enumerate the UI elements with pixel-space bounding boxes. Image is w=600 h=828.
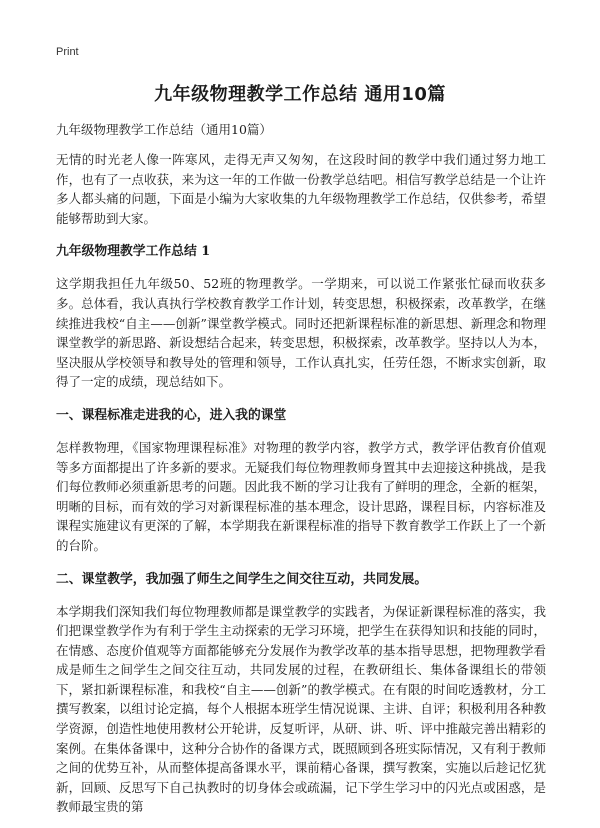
intro-paragraph: 无情的时光老人像一阵寒风，走得无声又匆匆，在这段时间的教学中我们通过努力地工作，也有了一点收获，来为这一年的工作做一份教学总结吧。相信写教学总结是一个让许多人都头痛的问题，下面是小编为大家收集的九年级物理教学工作总结，仅供参考，希望能够帮助到大家。 bbox=[56, 152, 546, 226]
document-subtitle: 九年级物理教学工作总结（通用10篇） bbox=[56, 122, 272, 137]
part-1-paragraph: 怎样教物理，《国家物理课程标准》对物理的教学内容，教学方式，教学评估教育价值观等多方面都提出了许多新的要求。无疑我们每位物理教师身置其中去迎接这种挑战，是我们每位教师必须重新思考的问题。因此我不断的学习让我有了鲜明的理念，全新的框架，明晰的目标，而有效的学习对新课程标准的基本理念，设计思路，课程目标，内容标准及课程实施建议有更深的了解，本学期我在新课程标准的指导下教育教学工作跃上了一个新的台阶。 bbox=[56, 439, 546, 553]
part-heading-2: 二、课堂教学，我加强了师生之间学生之间交往互动，共同发展。 bbox=[56, 571, 428, 587]
document-title: 九年级物理教学工作总结 通用10篇 bbox=[154, 84, 446, 105]
part-heading-1: 一、课程标准走进我的心，进入我的课堂 bbox=[56, 407, 287, 423]
part-2-paragraph: 本学期我们深知我们每位物理教师都是课堂教学的实践者，为保证新课程标准的落实，我们把课堂教学作为有利于学生主动探索的无学习环境，把学生在获得知识和技能的同时，在情感、态度价值观等方面都能够充分发展作为教学改革的基本指导思想，把物理教学看成是师生之间学生之间交往互动，共同发展的过程，在教研组长、集体备课组长的带领下，紧扣新课程标准，和我校“自主——创新”的教学模式。在有限的时间吃透教材，分工撰写教案，以组讨论定搞，每个人根据本班学生情况说课、主讲、自评；积极利用各种教学资源，创造性地使用教材公开轮讲，反复听评，从研、讲、听、评中推敲完善出精彩的案例。在集体备课中，这种分合协作的备课方式，既照顾到各班实际情况，又有利于教师之间的优势互补，从而整体提高备课水平，课前精心备课，撰写教案，实施以后趁记忆犹新，回顾、反思写下自己执教时的切身体会或疏漏，记下学生学习中的闪光点或困惑，是教师最宝贵的第 bbox=[56, 603, 546, 815]
document-body bbox=[56, 120, 546, 828]
print-label[interactable]: Print bbox=[56, 46, 79, 58]
section-heading-1: 九年级物理教学工作总结 1 bbox=[56, 244, 211, 260]
section-1-paragraph: 这学期我担任九年级50、52班的物理教学。一学期来，可以说工作紧张忙碌而收获多多。总体看，我认真执行学校教育教学工作计划，转变思想，积极探索，改革教学，在继续推进我校“自主——创新”课堂教学模式。同时还把新课程标准的新思想、新理念和物理课堂教学的新思路、新设想结合起来，转变思想，积极探索，改革教学。坚持以人为本，坚决服从学校领导和教导处的管理和领导，工作认真扎实，任劳任怨，不断求实创新，取得了一定的成绩，现总结如下。 bbox=[56, 276, 546, 390]
